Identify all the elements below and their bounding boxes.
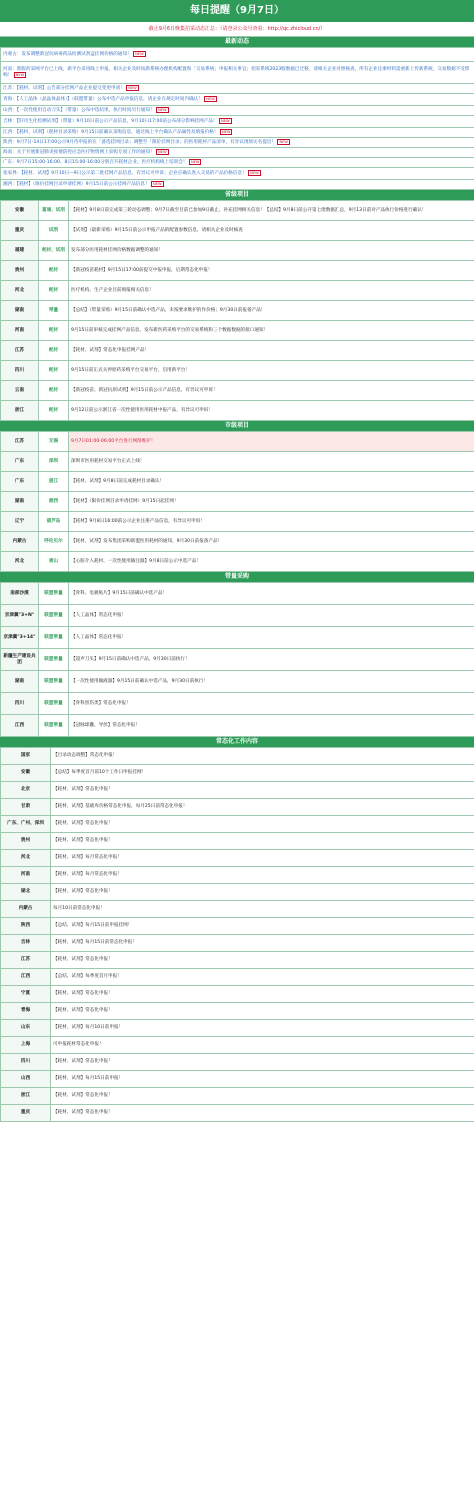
item-text[interactable]: [51, 952, 474, 969]
table-row: [1, 472, 474, 492]
category-tag: 带量: [39, 301, 69, 321]
table-row: [1, 1105, 474, 1122]
item-text-content: 每月10日前常态化申报！: [53, 906, 105, 912]
table-row: [1, 512, 474, 532]
item-text[interactable]: [69, 452, 474, 472]
item-text-content: 【冠脉球囊、导丝】常态化申报！: [71, 722, 140, 728]
page-title: 每日提醒（9月7日）: [0, 0, 474, 22]
table-row: [1, 106, 474, 116]
item-text[interactable]: [51, 850, 474, 867]
category-tag: 联盟带量: [39, 671, 69, 693]
table-row: [1, 918, 474, 935]
item-text[interactable]: [69, 492, 474, 512]
item-text-content: 【耗材】（限价挂网目录申请挂网）9月15日起挂网！: [71, 498, 179, 504]
table-row: [1, 492, 474, 512]
content: [0, 37, 474, 1122]
table-row: [1, 627, 474, 649]
item-text-content: 【骨科创伤类】常态化申报！: [71, 700, 131, 706]
new-badge: NEW: [135, 51, 144, 56]
table-row: [1, 969, 474, 986]
item-text[interactable]: [1, 138, 474, 148]
item-text[interactable]: [69, 605, 474, 627]
region-cell: 广东: [1, 452, 39, 472]
city-cell: 唐山: [39, 552, 69, 572]
item-text[interactable]: [51, 986, 474, 1003]
item-text[interactable]: [1, 168, 474, 180]
region-cell: 江西: [1, 969, 51, 986]
item-text-content: 【耗材】9月8日16:00前公示企业注册产品信息，有异议可申诉！: [71, 518, 205, 524]
item-text-content: 【人工晶体】常态化申报！: [71, 634, 127, 640]
section-header: 带量采购: [0, 572, 474, 582]
item-text[interactable]: [51, 935, 474, 952]
table-row: [1, 552, 474, 572]
item-text[interactable]: [1, 158, 474, 168]
item-text-content: 【人工晶体】常态化申报！: [71, 612, 127, 618]
new-badge: NEW: [250, 170, 259, 175]
table-row: [1, 48, 474, 62]
item-text[interactable]: [69, 532, 474, 552]
item-text[interactable]: [69, 671, 474, 693]
item-text-content: 【耗材、试剂】常态化申报！: [53, 787, 113, 793]
region-cell: 河北: [1, 850, 51, 867]
table-row: [1, 799, 474, 816]
region-cell: 四川: [1, 693, 39, 715]
item-text-content: 9月15日前正式关停原药采购平台交易平台，启用新平台！: [71, 367, 191, 373]
region-cell: 浙江: [1, 401, 39, 421]
region-cell: 浙江: [1, 1088, 51, 1105]
item-text-content: 可申报耗材常态化申报！: [53, 1042, 104, 1048]
item-text[interactable]: [69, 715, 474, 737]
item-text-content: 广东：9月7日15:00-16:00、8日15:00-16:00分别召开耗材企业、医疗机构线上培训会！: [3, 159, 188, 165]
region-cell: 青海: [1, 1003, 51, 1020]
region-cell: 南部沙漠: [1, 583, 39, 605]
item-text-content: 内蒙古：发布调整新冠抗病毒药品检测试剂盒挂网价格的通知！: [3, 51, 132, 57]
table-row: [1, 715, 474, 737]
table-row: [1, 935, 474, 952]
table-row: [1, 833, 474, 850]
item-text[interactable]: [51, 1071, 474, 1088]
category-tag: 耗材: [39, 381, 69, 401]
table-row: [1, 765, 474, 782]
table-row: [1, 401, 474, 421]
item-text[interactable]: [1, 84, 474, 94]
item-text[interactable]: [51, 833, 474, 850]
item-text[interactable]: [51, 1020, 474, 1037]
region-cell: 陕西: [1, 918, 51, 935]
item-text-content: 湘西：【耗材】（限价挂网目录申请挂网）9月15日前公示挂网产品信息！: [3, 181, 150, 187]
new-badge: NEW: [206, 96, 215, 101]
item-text[interactable]: [1, 48, 474, 62]
region-cell: 京津冀"3+14": [1, 627, 39, 649]
table-row: [1, 986, 474, 1003]
item-text[interactable]: [51, 816, 474, 833]
region-cell: 河南: [1, 867, 51, 884]
region-cell: 江西: [1, 715, 39, 737]
table-row: [1, 158, 474, 168]
item-text-content: 【目录动态调整】常态化申报！: [53, 753, 118, 759]
item-text[interactable]: [69, 301, 474, 321]
item-text-content: 【总结】（带量采购）9月15日前确认中选产品，未按要求维护的作价格；9月30日前报备产品！: [71, 307, 266, 313]
section-header: 最新动态: [0, 37, 474, 47]
region-cell: 广东、广州、深圳: [1, 816, 51, 833]
item-text-content: 【耗材、试剂】发布集团采购联盟医用耗材的通知，9月30日前报备产品！: [71, 538, 223, 544]
city-cell: 葫芦岛: [39, 512, 69, 532]
item-text-content: 【耗材、试剂】每月15日前常态化申报！: [53, 940, 137, 946]
table-row: [1, 381, 474, 401]
category-tag: 联盟带量: [39, 693, 69, 715]
region-cell: 内蒙古: [1, 901, 51, 918]
item-text-content: 9月12日前公示浙江省一次性使用医用耗材中报产品，有异议可申诉！: [71, 407, 213, 413]
region-cell: 山西: [1, 1071, 51, 1088]
category-tag: 耗材: [39, 361, 69, 381]
item-text[interactable]: [69, 627, 474, 649]
item-text-content: 【耗材、试剂】常态化申报！: [53, 1110, 113, 1116]
table-row: [1, 850, 474, 867]
category-tag: 联盟带量: [39, 649, 69, 671]
region-cell: 湖南: [1, 492, 39, 512]
item-text[interactable]: [51, 918, 474, 935]
table-row: [1, 867, 474, 884]
section-table: [0, 747, 474, 1122]
region-cell: 云南: [1, 381, 39, 401]
category-tag: 联盟带量: [39, 605, 69, 627]
item-text[interactable]: [69, 693, 474, 715]
item-text[interactable]: [69, 472, 474, 492]
item-text[interactable]: [1, 128, 474, 138]
table-row: [1, 901, 474, 918]
city-cell: 无锡: [39, 432, 69, 452]
table-row: [1, 241, 474, 261]
item-text-content: 【超声刀头】9月15日前确认中选产品，9月30日前执行！: [71, 656, 190, 662]
region-cell: 上海: [1, 1037, 51, 1054]
item-text-content: 【耗材、试剂】常态化申报！: [53, 1093, 113, 1099]
item-text-content: 吉林：【肝功生化检测试剂】（带量）9月10日前公示产品信息，9月10日17:00前公布部分影响挂网产品！: [3, 118, 218, 124]
region-cell: 江苏: [1, 341, 39, 361]
section-header: 市级项目: [0, 421, 474, 431]
city-cell: 呼伦贝尔: [39, 532, 69, 552]
item-text[interactable]: [69, 321, 474, 341]
table-row: [1, 1037, 474, 1054]
region-cell: 重庆: [1, 221, 39, 241]
item-text[interactable]: [69, 583, 474, 605]
item-text-content: 江苏：【耗材、试剂】公告部分挂网产品企业提交变更申请！: [3, 85, 125, 91]
item-text-content: 【耗材、试剂】常态化申报！: [53, 1008, 113, 1014]
item-text-content: 【耗材、试剂】常态化申报！: [53, 1059, 113, 1065]
city-cell: 湘西: [39, 492, 69, 512]
category-tag: 耗材: [39, 261, 69, 281]
table-row: [1, 361, 474, 381]
region-cell: 湖北: [1, 884, 51, 901]
item-text[interactable]: [69, 341, 474, 361]
table-row: [1, 94, 474, 106]
section-table: [0, 200, 474, 421]
item-text-content: 医疗机构、生产企业目前填报相关信息！: [71, 287, 154, 293]
table-row: [1, 884, 474, 901]
region-cell: 重庆: [1, 1105, 51, 1122]
category-tag: 联盟带量: [39, 583, 69, 605]
item-text[interactable]: [51, 969, 474, 986]
table-row: [1, 221, 474, 241]
table-row: [1, 180, 474, 190]
item-text[interactable]: [69, 261, 474, 281]
category-tag: 耗材: [39, 321, 69, 341]
item-text-content: 【总结、试剂】每月15日前申报挂网！: [53, 923, 133, 929]
item-text[interactable]: [51, 1037, 474, 1054]
category-tag: 联盟带量: [39, 715, 69, 737]
new-badge: NEW: [279, 139, 288, 144]
item-text-content: 【耗材、试剂】每月10日前申报！: [53, 1025, 124, 1031]
item-text[interactable]: [51, 1054, 474, 1071]
item-text[interactable]: [69, 552, 474, 572]
table-row: [1, 432, 474, 452]
new-badge: NEW: [158, 107, 167, 112]
item-text[interactable]: [51, 867, 474, 884]
item-text[interactable]: [1, 94, 474, 106]
item-text[interactable]: [69, 221, 474, 241]
item-text-content: 【耗材、试剂】每月15日前申报！: [53, 1076, 124, 1082]
item-text[interactable]: [1, 106, 474, 116]
table-row: [1, 452, 474, 472]
new-badge: NEW: [221, 118, 230, 123]
item-text[interactable]: [69, 432, 474, 452]
section-table: [0, 47, 474, 190]
new-badge: NEW: [158, 149, 167, 154]
category-tag: 耗材: [39, 401, 69, 421]
item-text-content: 【耗材、试剂】9月8日前完成耗材目录确认！: [71, 478, 165, 484]
item-text-content: 【试剂】（最新采购）9月15日前公示申报产品的配置参数信息，请相关企业及时核查: [71, 227, 243, 233]
new-badge: NEW: [15, 72, 25, 77]
item-text[interactable]: [51, 799, 474, 816]
region-cell: 贵州: [1, 261, 39, 281]
table-row: [1, 281, 474, 301]
item-text[interactable]: [51, 1003, 474, 1020]
table-row: [1, 341, 474, 361]
item-text-content: 【耗材、试剂】常态化申报！: [53, 889, 113, 895]
item-text-content: 河南：新版药采网平台已上线，新平台采用线上申报，相关企业及时按新系统办理机构配置和「交易系统」申报相关事宜；招采系统2023版数据已迁移，请相关企业对照核查，所有企业注册材料需重新上传新系统，交易数据不受影响！: [3, 66, 470, 78]
item-text-content: 9月15日前审核完成挂网产品信息，发布新医药采购平台的交易系统和三个数据数据的接口通知！: [71, 327, 269, 333]
category-tag: 耗材: [39, 341, 69, 361]
item-text-content: 9月7日01:00-06:00平台进行网络维护！: [71, 438, 156, 444]
table-row: [1, 1020, 474, 1037]
region-cell: 湖南: [1, 301, 39, 321]
table-row: [1, 128, 474, 138]
section-table: [0, 582, 474, 737]
table-row: [1, 583, 474, 605]
new-badge: NEW: [128, 85, 137, 90]
section-table: [0, 431, 474, 572]
table-row: [1, 148, 474, 158]
table-row: [1, 321, 474, 341]
city-cell: 深圳: [39, 452, 69, 472]
table-row: [1, 649, 474, 671]
item-text-content: 【耗材、试剂】基础库价格常态化申报，每月25日前常态化申报！: [53, 804, 188, 810]
item-text-content: 山西：【一次性使用自动刀头】（带量）公布中选结果，执行时间另行通知！: [3, 107, 155, 113]
item-text-content: 【骨科、电极贴片】9月15日前确认中选产品！: [71, 590, 168, 596]
table-row: [1, 693, 474, 715]
table-row: [1, 116, 474, 128]
item-text[interactable]: [51, 884, 474, 901]
region-cell: 京津冀"3+N": [1, 605, 39, 627]
region-cell: 江苏: [1, 952, 51, 969]
table-row: [1, 168, 474, 180]
item-text[interactable]: [1, 180, 474, 190]
table-row: [1, 138, 474, 148]
item-text-content: 发布部分医用耗材挂网价格数据调整的通知！: [71, 247, 163, 253]
region-cell: 贵州: [1, 833, 51, 850]
item-text[interactable]: [51, 765, 474, 782]
item-text[interactable]: [51, 901, 474, 918]
region-cell: 河南: [1, 321, 39, 341]
item-text[interactable]: [1, 62, 474, 84]
category-tag: 富通、试剂: [39, 201, 69, 221]
region-cell: 山东: [1, 1020, 51, 1037]
city-cell: 湛江: [39, 472, 69, 492]
region-cell: 河北: [1, 281, 39, 301]
item-text-content: 【新冠疫苗耗材】9月15日17:00前提交中报申报，后期常态化申报！: [71, 267, 213, 273]
item-text-content: 【总结】每季度首月前10个工作日申报挂网！: [53, 770, 147, 776]
item-text-content: 【耗材、试剂】每月常态化申报！: [53, 855, 122, 861]
table-row: [1, 671, 474, 693]
item-text-content: 【新冠疫苗、新冠抗原试剂】9月15日前公示产品信息，有异议可申诉！: [71, 387, 218, 393]
item-text-content: 陕西：9月7日-14日17:00公示9月待申报的在「备选挂网目录」调整至「限价挂网目录」的医用耗材产品清单，有异议现场实名提出！: [3, 139, 276, 145]
table-row: [1, 952, 474, 969]
table-row: [1, 1054, 474, 1071]
item-text[interactable]: [69, 241, 474, 261]
table-row: [1, 62, 474, 84]
table-row: [1, 261, 474, 281]
table-row: [1, 84, 474, 94]
region-cell: 甘肃: [1, 799, 51, 816]
category-tag: 耗材、试剂: [39, 241, 69, 261]
table-row: [1, 532, 474, 552]
item-text[interactable]: [69, 361, 474, 381]
table-row: [1, 1071, 474, 1088]
item-text-content: 【耗材、试剂】常态化申报！: [53, 821, 113, 827]
item-text[interactable]: [1, 116, 474, 128]
item-text-content: 【耗材、试剂】每月常态化申报！: [53, 872, 122, 878]
category-tag: 试剂: [39, 221, 69, 241]
region-cell: 湖南: [1, 671, 39, 693]
table-row: [1, 748, 474, 765]
item-text[interactable]: [69, 281, 474, 301]
item-text-content: 江西：【耗材、试剂】（耗材目录采购）9月15日前确认采购信息，通过线上平台确认产品属性及填报价格！: [3, 129, 219, 135]
item-text[interactable]: [51, 1105, 474, 1122]
section-header: 省级项目: [0, 190, 474, 200]
table-row: [1, 1088, 474, 1105]
new-badge: NEW: [153, 181, 162, 186]
table-row: [1, 605, 474, 627]
new-badge: NEW: [221, 129, 231, 134]
region-cell: 吉林: [1, 935, 51, 952]
table-row: [1, 782, 474, 799]
item-text[interactable]: [1, 148, 474, 158]
item-text[interactable]: [51, 1088, 474, 1105]
item-text-content: 【心脏介入耗材、一次性使用输注器】9月8日前公示中选产品！: [71, 558, 201, 564]
item-text[interactable]: [69, 401, 474, 421]
table-row: [1, 816, 474, 833]
item-text-content: 【耗材】9月8日前完成第三轮动态调整；9月7日截至目前已参加9日截止，补充挂网相关信息！【总结】9月8日前公开第七批数据汇总，9月13日前对产品执行价格进行确认！: [71, 207, 427, 213]
item-text[interactable]: [69, 381, 474, 401]
item-text[interactable]: [69, 649, 474, 671]
item-text-content: 【耗材、试剂】常态化申报！: [53, 838, 113, 844]
item-text-content: 【耗材、试剂】常态化申报！: [53, 991, 113, 997]
table-row: [1, 1003, 474, 1020]
region-cell: 河北: [1, 552, 39, 572]
item-text-content: 张家界：【耗材、试剂】9月10日—9日公示第二批挂网产品信息，有异议可申诉；企业应确认进入交易的产品价格信息！: [3, 170, 247, 176]
table-row: [1, 201, 474, 221]
region-cell: 内蒙古: [1, 532, 39, 552]
region-cell: 北京: [1, 782, 51, 799]
category-tag: 耗材: [39, 281, 69, 301]
region-cell: 新疆生产建设兵团: [1, 649, 39, 671]
item-text-content: 深圳市医用耗材交易平台正式上线！: [71, 458, 145, 464]
region-cell: 江苏: [1, 432, 39, 452]
item-text[interactable]: [69, 512, 474, 532]
region-cell: 广东: [1, 472, 39, 492]
item-text[interactable]: [51, 782, 474, 799]
table-row: [1, 301, 474, 321]
item-text-content: 【耗材、试剂】常态化申报！: [53, 957, 113, 963]
section-header: 常态化工作内容: [0, 737, 474, 747]
region-cell: 四川: [1, 361, 39, 381]
notice-line[interactable]: 截止9月6日晚集招采动态汇总：（请登录公众号查看：http://qc.zhicloud.cn/）: [0, 22, 474, 37]
item-text-content: 【一次性使用输液器】9月15日前确认中选产品，9月30日前执行！: [71, 678, 208, 684]
region-cell: 宁夏: [1, 986, 51, 1003]
region-cell: 四川: [1, 1054, 51, 1071]
region-cell: 辽宁: [1, 512, 39, 532]
region-cell: 安徽: [1, 201, 39, 221]
new-badge: NEW: [190, 159, 200, 164]
item-text-content: 海南：关于开展新冠肺炎疫情防控应急医疗物资网上采购专项工作的通知！: [3, 149, 155, 155]
region-cell: 福建: [1, 241, 39, 261]
category-tag: 联盟带量: [39, 627, 69, 649]
item-text-content: 青海：【人工晶体（晶晶体晶体）】（联盟带量）公布中选产品申报信息，请企业在规定时间内确认！: [3, 96, 203, 102]
item-text[interactable]: [51, 748, 474, 765]
item-text[interactable]: [69, 201, 474, 221]
region-cell: 国家: [1, 748, 51, 765]
item-text-content: 【总结、试剂】每季度首月申报！: [53, 974, 122, 980]
region-cell: 安徽: [1, 765, 51, 782]
item-text-content: 【耗材、试剂】常态化申报挂网产品！: [71, 347, 150, 353]
